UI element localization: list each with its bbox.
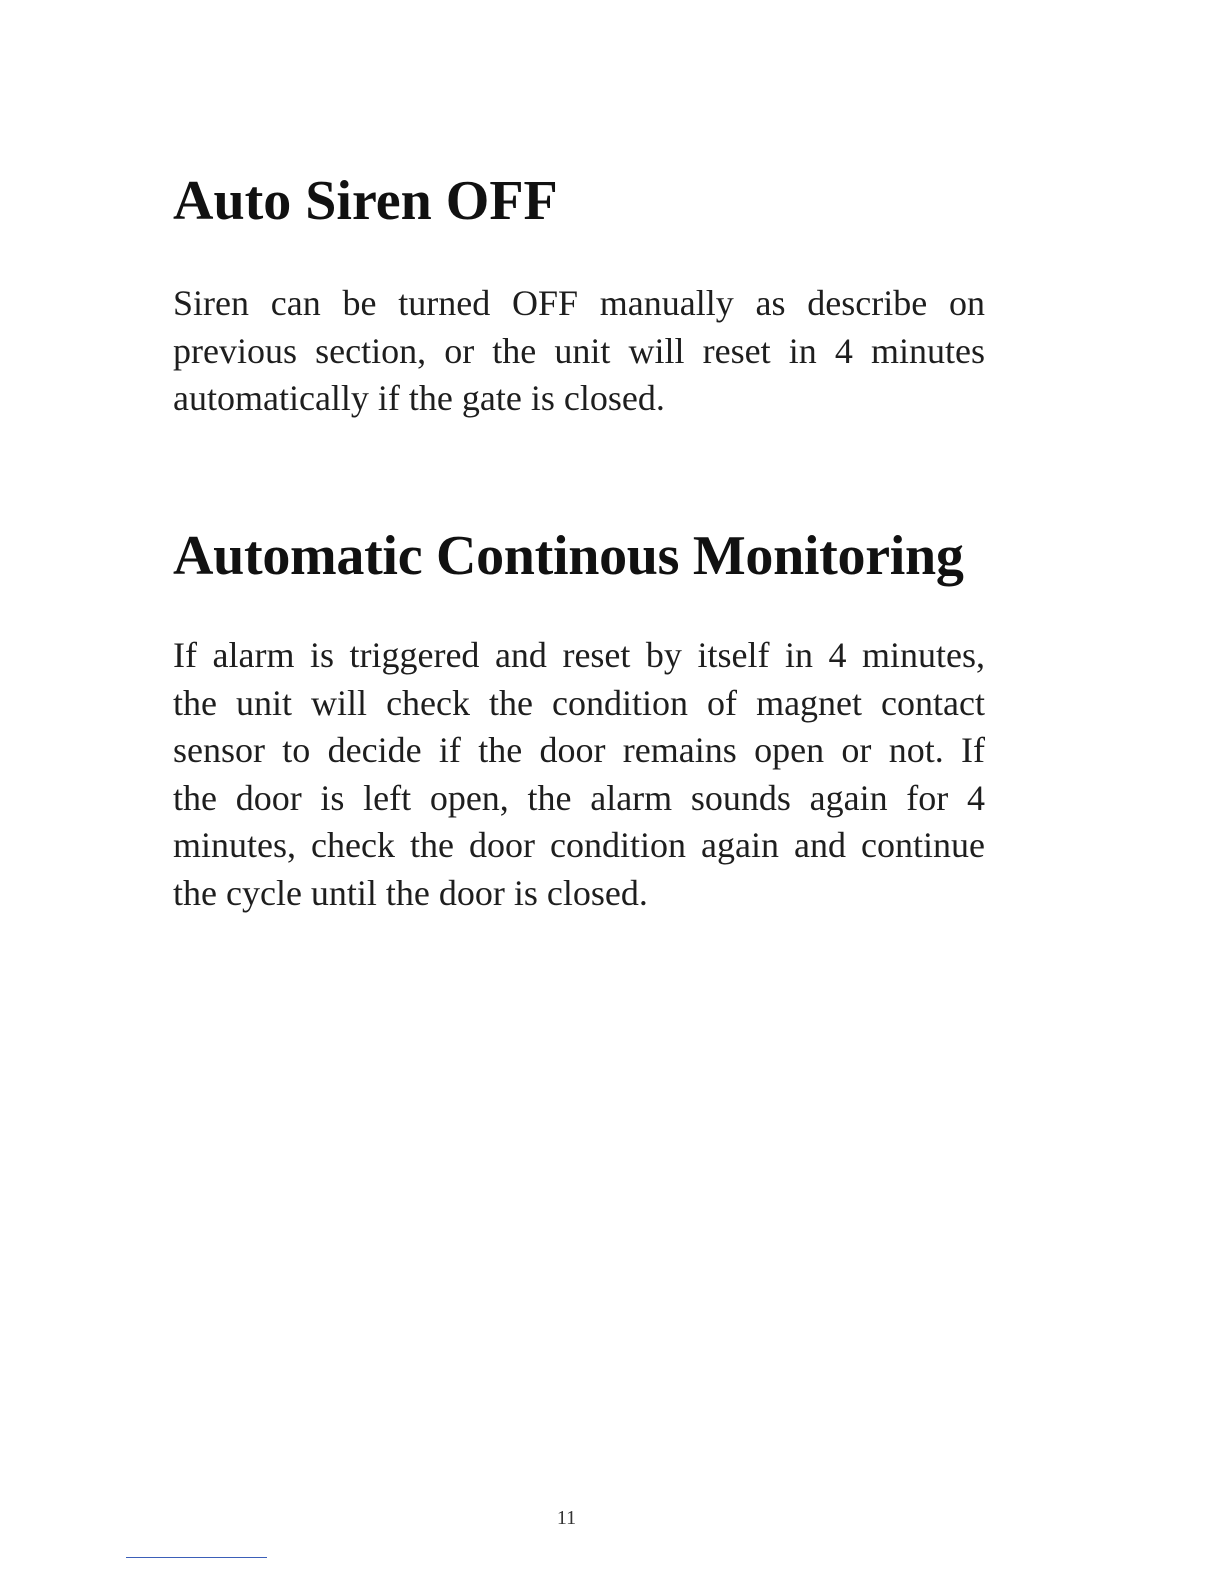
paragraph-line: If alarm is triggered and reset by itself in 4 minutes,: [173, 635, 985, 675]
paragraph-line: the door is left open, the alarm sounds again for 4: [173, 777, 985, 818]
section-heading-automatic-monitoring: Automatic Continous Monitoring: [173, 525, 964, 587]
section-heading-auto-siren-off: Auto Siren OFF: [173, 170, 558, 232]
section-paragraph-automatic-monitoring: [173, 632, 985, 917]
section-paragraph-auto-siren-off: [173, 280, 985, 423]
page-number: 11: [556, 1507, 577, 1529]
paragraph-line: Siren can be turned OFF manually as describe on: [173, 283, 985, 323]
paragraph-line: sensor to decide if the door remains open or not. If: [173, 730, 985, 770]
paragraph-line: previous section, or the unit will reset in 4 minutes: [173, 330, 985, 371]
paragraph-line: minutes, check the door condition again and continue: [173, 825, 985, 865]
footer-divider: [126, 1557, 267, 1558]
paragraph-line: automatically if the gate is closed.: [173, 378, 665, 418]
paragraph-line: the unit will check the condition of magnet contact: [173, 682, 985, 723]
paragraph-line: the cycle until the door is closed.: [173, 872, 648, 913]
